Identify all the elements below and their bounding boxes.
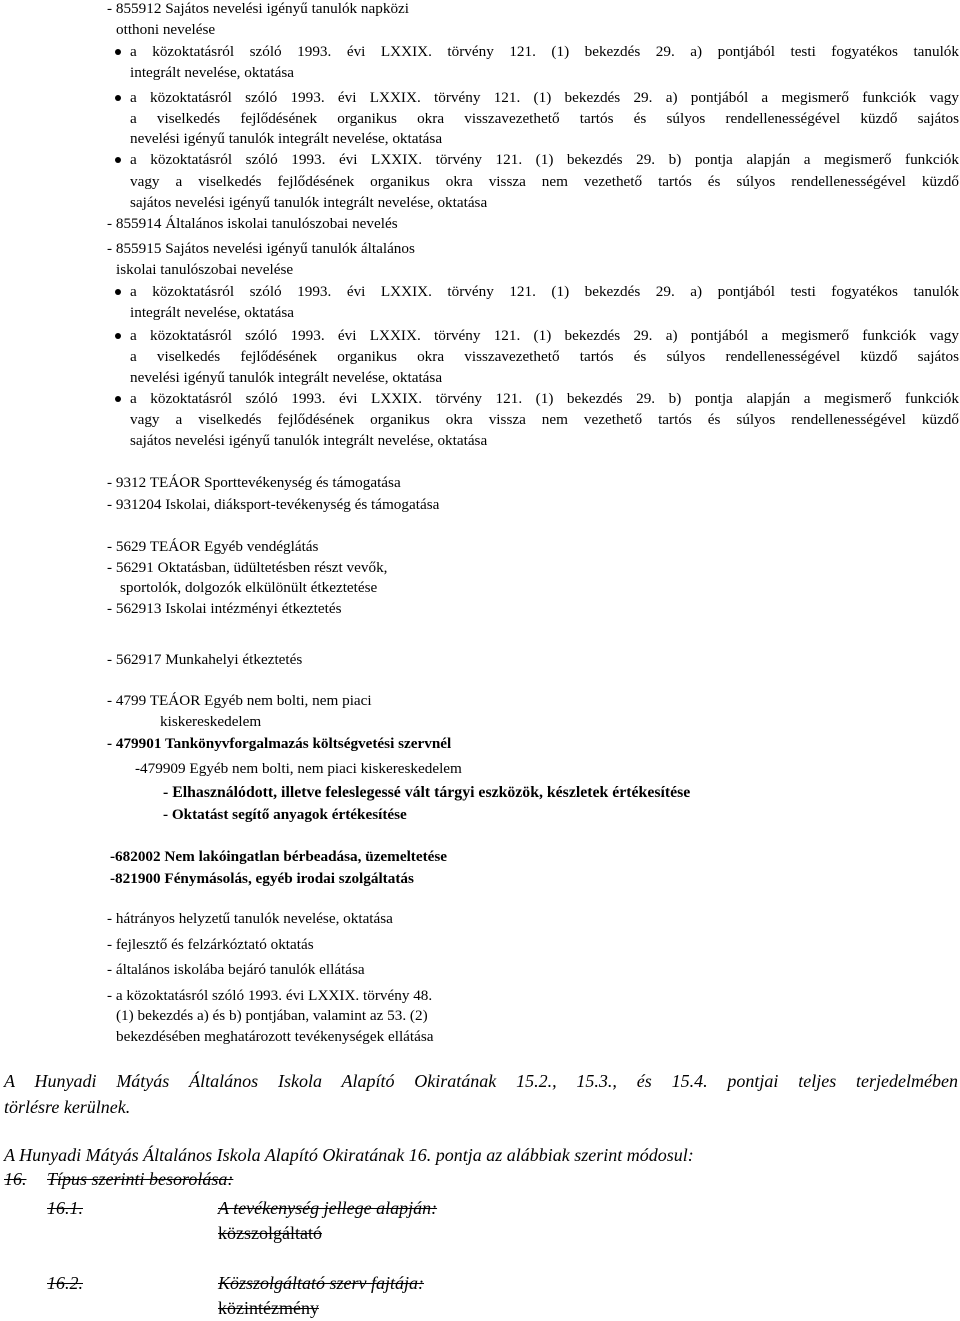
legal-ref-line: nevelési igényű tanulók integrált nevelése, oktatása [130,130,443,147]
legal-ref-line: a viselkedés fejlődésének organikus okra visszavezethető tartós és súlyos rendellenességével küzdő sajátos [130,348,959,365]
teaor-line: - 562913 Iskolai intézményi étkeztetés [107,600,342,617]
activity-line: - fejlesztő és felzárkóztató oktatás [107,936,314,953]
legal-ref-line: a közoktatásról szóló 1993. évi LXXIX. törvény 121. (1) bekezdés 29. a) pontjából testi fogyatékos tanulók [130,43,959,60]
activity-heading-855912-cont: otthoni nevelése [116,21,216,38]
activity-line: - általános iskolába bejáró tanulók ellátása [107,961,365,978]
teaor-line: -479909 Egyéb nem bolti, nem piaci kiskereskedelem [135,760,462,777]
teaor-line-bold: -682002 Nem lakóingatlan bérbeadása, üzemeltetése [110,848,448,865]
legal-ref-line: sajátos nevelési igényű tanulók integrált nevelése, oktatása [130,432,488,449]
activity-heading-855912: - 855912 Sajátos nevelési igényű tanulók napközi [107,0,409,17]
legal-ref-line: integrált nevelése, oktatása [130,64,295,81]
activity-heading-855915: - 855915 Sajátos nevelési igényű tanulók általános [107,240,415,257]
teaor-line: - 5629 TEÁOR Egyéb vendéglátás [107,538,319,555]
teaor-line: - 56291 Oktatásban, üdültetésben részt vevők, [107,559,388,576]
activity-line: bekezdésében meghatározott tevékenységek ellátása [116,1028,434,1045]
activity-line: (1) bekezdés a) és b) pontjában, valamint az 53. (2) [116,1007,428,1024]
bullet [115,95,121,101]
legal-ref-line: a közoktatásról szóló 1993. évi LXXIX. törvény 121. (1) bekezdés 29. a) pontjából a megismerő funkciók vagy [130,89,959,106]
teaor-line: - 4799 TEÁOR Egyéb nem bolti, nem piaci [107,692,372,709]
legal-ref-line: vagy a viselkedés fejlődésének organikus okra vissza nem vezethető tartós és súlyos rendellenességével küzdő [130,173,959,190]
section-number-struck: 16. [4,1169,27,1189]
activity-line: - hátrányos helyzetű tanulók nevelése, oktatása [107,910,393,927]
teaor-line: - 931204 Iskolai, diáksport-tevékenység és támogatása [107,496,440,513]
section-title-struck: Típus szerinti besorolása: [47,1169,234,1189]
bullet [115,333,121,339]
bullet [115,157,121,163]
amendment-paragraph: A Hunyadi Mátyás Általános Iskola Alapító Okiratának 16. pontja az alábbiak szerint módosul: [4,1145,694,1165]
section-number-struck: 16.2. [47,1273,83,1293]
legal-ref-line: a közoktatásról szóló 1993. évi LXXIX. törvény 121. (1) bekezdés 29. b) pontja alapján a megismerő funkciók [130,151,959,168]
bullet [115,289,121,295]
teaor-line-bold: -821900 Fénymásolás, egyéb irodai szolgáltatás [110,870,414,887]
amendment-paragraph: törlésre kerülnek. [4,1097,131,1117]
section-value-struck: közszolgáltató [218,1223,322,1243]
teaor-line: - 9312 TEÁOR Sporttevékenység és támogatása [107,474,401,491]
bullet [115,396,121,402]
teaor-line: - 562917 Munkahelyi étkeztetés [107,651,303,668]
legal-ref-line: sajátos nevelési igényű tanulók integrált nevelése, oktatása [130,194,488,211]
teaor-line-bold: - Elhasználódott, illetve feleslegessé vált tárgyi eszközök, készletek értékesítése [163,784,691,801]
legal-ref-line: integrált nevelése, oktatása [130,304,295,321]
activity-heading-855914: - 855914 Általános iskolai tanulószobai nevelés [107,215,398,232]
legal-ref-line: nevelési igényű tanulók integrált nevelése, oktatása [130,369,443,386]
legal-ref-line: a közoktatásról szóló 1993. évi LXXIX. törvény 121. (1) bekezdés 29. b) pontja alapján a megismerő funkciók [130,390,959,407]
section-title-struck: Közszolgáltató szerv fajtája: [218,1273,425,1293]
legal-ref-line: a viselkedés fejlődésének organikus okra visszavezethető tartós és súlyos rendellenességével küzdő sajátos [130,110,959,127]
bullet [115,49,121,55]
section-number-struck: 16.1. [47,1198,83,1218]
teaor-line: sportolók, dolgozók elkülönült étkeztetése [120,579,378,596]
section-value-struck: közintézmény [218,1298,319,1318]
activity-heading-855915-cont: iskolai tanulószobai nevelése [116,261,294,278]
teaor-line-bold: - 479901 Tankönyvforgalmazás költségvetési szervnél [107,735,452,752]
section-title-struck: A tevékenység jellege alapján: [218,1198,438,1218]
teaor-line: kiskereskedelem [160,713,262,730]
legal-ref-line: a közoktatásról szóló 1993. évi LXXIX. törvény 121. (1) bekezdés 29. a) pontjából testi fogyatékos tanulók [130,283,959,300]
teaor-line-bold: - Oktatást segítő anyagok értékesítése [163,806,407,823]
legal-ref-line: a közoktatásról szóló 1993. évi LXXIX. törvény 121. (1) bekezdés 29. a) pontjából a megismerő funkciók vagy [130,327,959,344]
legal-ref-line: vagy a viselkedés fejlődésének organikus okra vissza nem vezethető tartós és súlyos rendellenességével küzdő [130,411,959,428]
activity-line: - a közoktatásról szóló 1993. évi LXXIX. törvény 48. [107,987,433,1004]
amendment-paragraph: A Hunyadi Mátyás Általános Iskola Alapító Okiratának 15.2., 15.3., és 15.4. pontjai teljes terjedelmében [4,1071,958,1091]
